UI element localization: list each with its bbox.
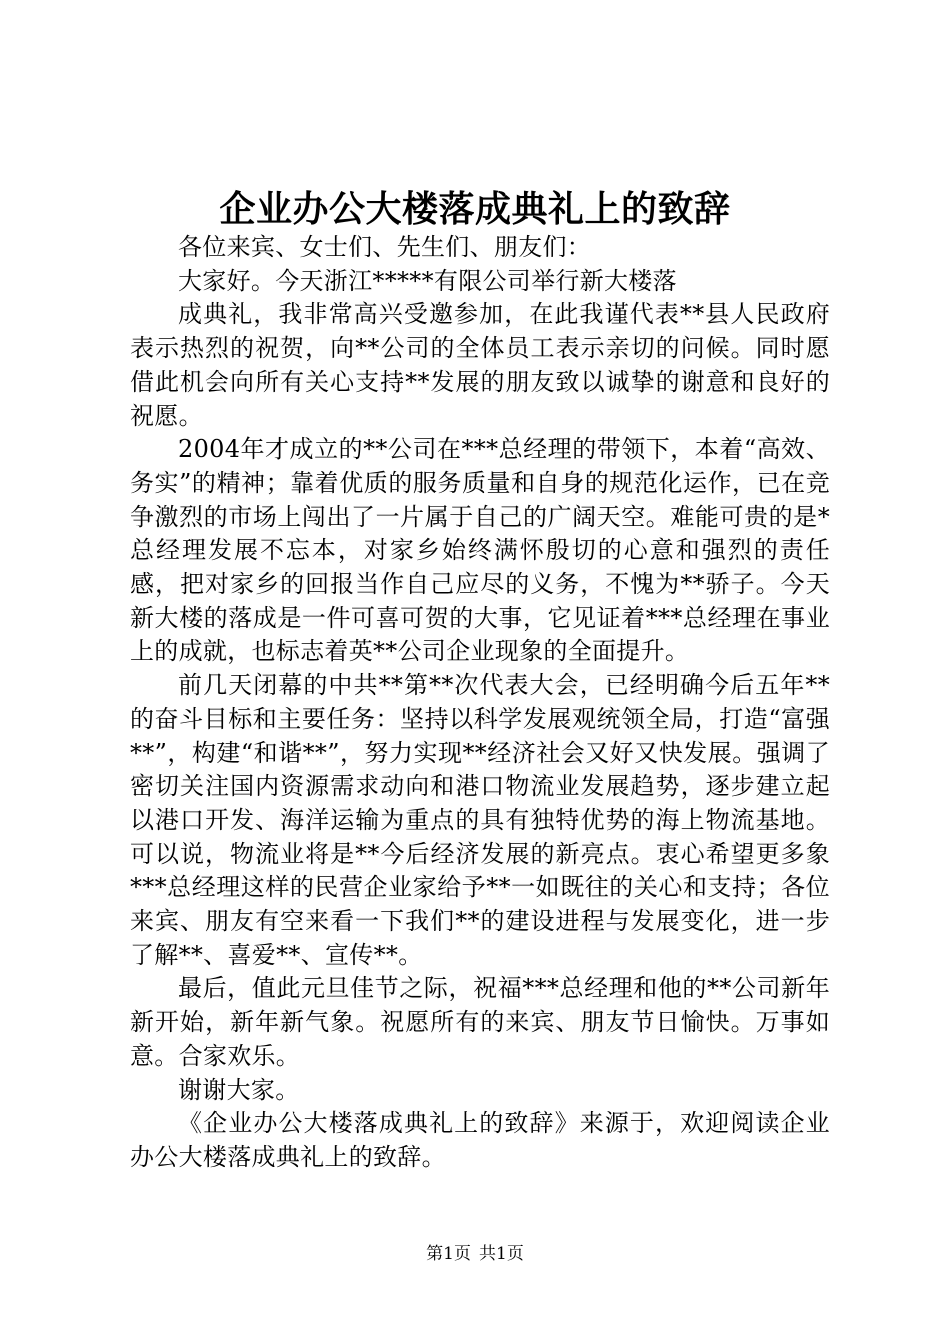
page-number: 第1页 (426, 1244, 471, 1264)
document-title: 企业办公大楼落成典礼上的致辞 (219, 188, 731, 230)
closing-wishes-paragraph: 最后，值此元旦佳节之际，祝福***总经理和他的**公司新年新开始，新年新气象。祝愿所有的来宾、朋友节日愉快。万事如意。合家欢乐。 (130, 974, 830, 1070)
page-footer (0, 1242, 950, 1266)
congratulation-paragraph: 成典礼，我非常高兴受邀参加，在此我谨代表**县人民政府表示热烈的祝贺，向**公司的全体员工表示亲切的问候。同时愿借此机会向所有关心支持**发展的朋友致以诚挚的谢意和良好的祝愿。 (130, 300, 830, 430)
thanks-paragraph: 谢谢大家。 (178, 1075, 300, 1104)
page-total: 共1页 (479, 1244, 524, 1264)
company-history-paragraph: 2004年才成立的**公司在***总经理的带领下，本着“高效、务实”的精神；靠着优质的服务质量和自身的规范化运作，已在竞争激烈的市场上闯出了一片属于自己的广阔天空。难能可贵的是*总经理发展不忘本，对家乡始终满怀殷切的心意和强烈的责任感，把对家乡的回报当作自己应尽的义务，不愧为**骄子。今天新大楼的落成是一件可喜可贺的大事，它见证着***总经理在事业上的成就，也标志着英**公司企业现象的全面提升。 (130, 435, 830, 666)
salutation-paragraph: 各位来宾、女士们、先生们、朋友们： (178, 233, 592, 261)
greeting-paragraph: 大家好。今天浙江*****有限公司举行新大楼落 (178, 266, 677, 295)
development-plan-paragraph: 前几天闭幕的中共**第**次代表大会，已经明确今后五年**的奋斗目标和主要任务：坚持以科学发展观统领全局，打造“富强**”，构建“和谐**”，努力实现**经济社会又好又快发展。强调了密切关注国内资源需求动向和港口物流业发展趋势，逐步建立起以港口开发、海洋运输为重点的具有独特优势的海上物流基地。可以说，物流业将是**今后经济发展的新亮点。衷心希望更多象***总经理这样的民营企业家给予**一如既往的关心和支持；各位来宾、朋友有空来看一下我们**的建设进程与发展变化，进一步了解**、喜爱**、宣传**。 (130, 671, 830, 969)
source-note-paragraph: 《企业办公大楼落成典礼上的致辞》来源于，欢迎阅读企业办公大楼落成典礼上的致辞。 (130, 1109, 830, 1171)
document-body (130, 231, 830, 1175)
